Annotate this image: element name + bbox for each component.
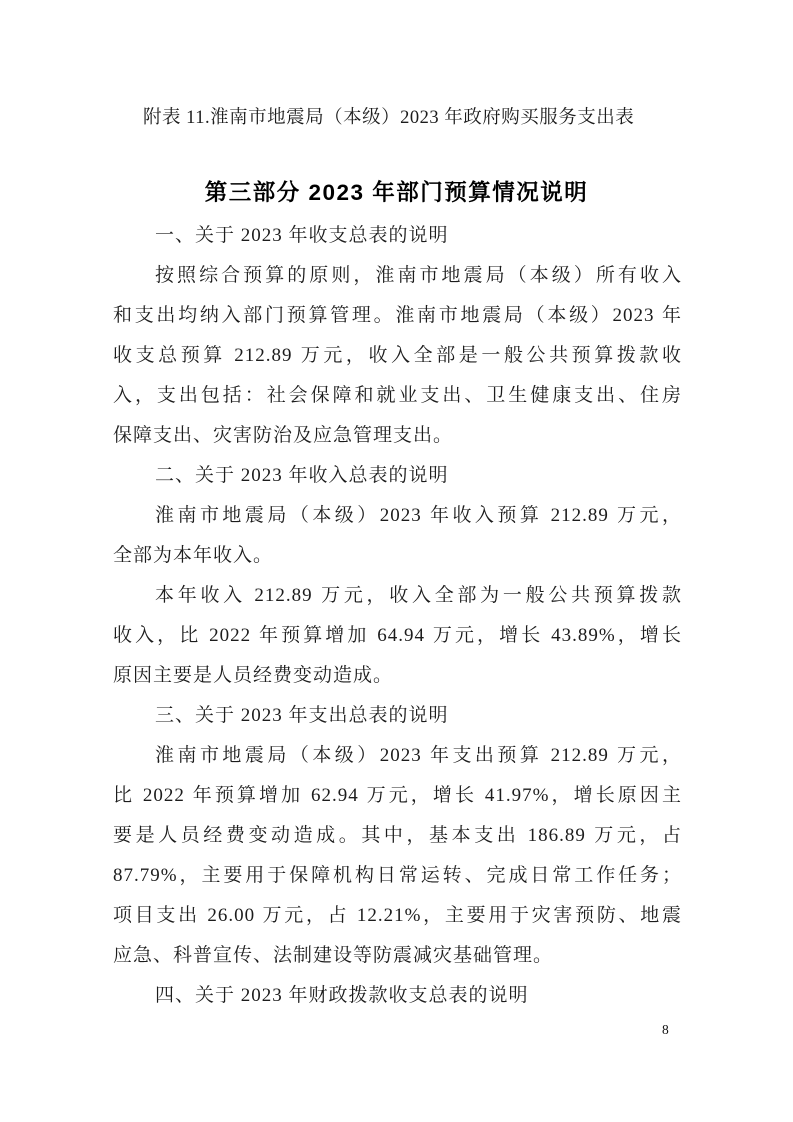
text-line: 按照综合预算的原则，淮南市地震局（本级）所有收入 — [155, 265, 682, 286]
section-2-body-2 — [113, 576, 682, 696]
section-2-heading — [113, 456, 682, 496]
text-line: 淮南市地震局（本级）2023 年收入预算 212.89 万元， — [155, 505, 682, 526]
text-line: 原因主要是人员经费变动造成。 — [113, 665, 394, 686]
text-line: 淮南市地震局（本级）2023 年支出预算 212.89 万元， — [155, 745, 682, 766]
text-line: 比 2022 年预算增加 62.94 万元，增长 41.97%，增长原因主 — [113, 785, 682, 806]
text-line: 保障支出、灾害防治及应急管理支出。 — [113, 425, 454, 446]
section-title: 第三部分 2023 年部门预算情况说明 — [204, 180, 589, 205]
text-line: 87.79%，主要用于保障机构日常运转、完成日常工作任务； — [113, 865, 682, 886]
text-line: 一、关于 2023 年收支总表的说明 — [155, 225, 449, 246]
text-line: 和支出均纳入部门预算管理。淮南市地震局（本级）2023 年 — [113, 305, 682, 326]
attachment-table-reference: 附表 11.淮南市地震局（本级）2023 年政府购买服务支出表 — [143, 108, 635, 128]
text-line: 本年收入 212.89 万元，收入全部为一般公共预算拨款 — [155, 585, 682, 606]
text-line: 四、关于 2023 年财政拨款收支总表的说明 — [155, 985, 529, 1006]
section-2-body-1 — [113, 496, 682, 576]
text-line: 全部为本年收入。 — [113, 545, 274, 566]
section-1-body — [113, 256, 682, 456]
page-number: 8 — [662, 1022, 669, 1037]
section-3-heading — [113, 696, 682, 736]
text-line: 二、关于 2023 年收入总表的说明 — [155, 465, 449, 486]
section-4-heading — [113, 976, 682, 1016]
text-line: 收支总预算 212.89 万元，收入全部是一般公共预算拨款收 — [113, 345, 682, 366]
text-line: 应急、科普宣传、法制建设等防震减灾基础管理。 — [113, 945, 554, 966]
section-3-body — [113, 736, 682, 976]
text-line: 三、关于 2023 年支出总表的说明 — [155, 705, 449, 726]
section-1-heading — [113, 216, 682, 256]
text-line: 要是人员经费变动造成。其中，基本支出 186.89 万元，占 — [113, 825, 682, 846]
text-line: 项目支出 26.00 万元，占 12.21%，主要用于灾害预防、地震 — [113, 905, 682, 926]
document-body — [113, 216, 682, 1016]
text-line: 入，支出包括：社会保障和就业支出、卫生健康支出、住房 — [113, 385, 682, 406]
text-line: 收入，比 2022 年预算增加 64.94 万元，增长 43.89%，增长 — [113, 625, 682, 646]
